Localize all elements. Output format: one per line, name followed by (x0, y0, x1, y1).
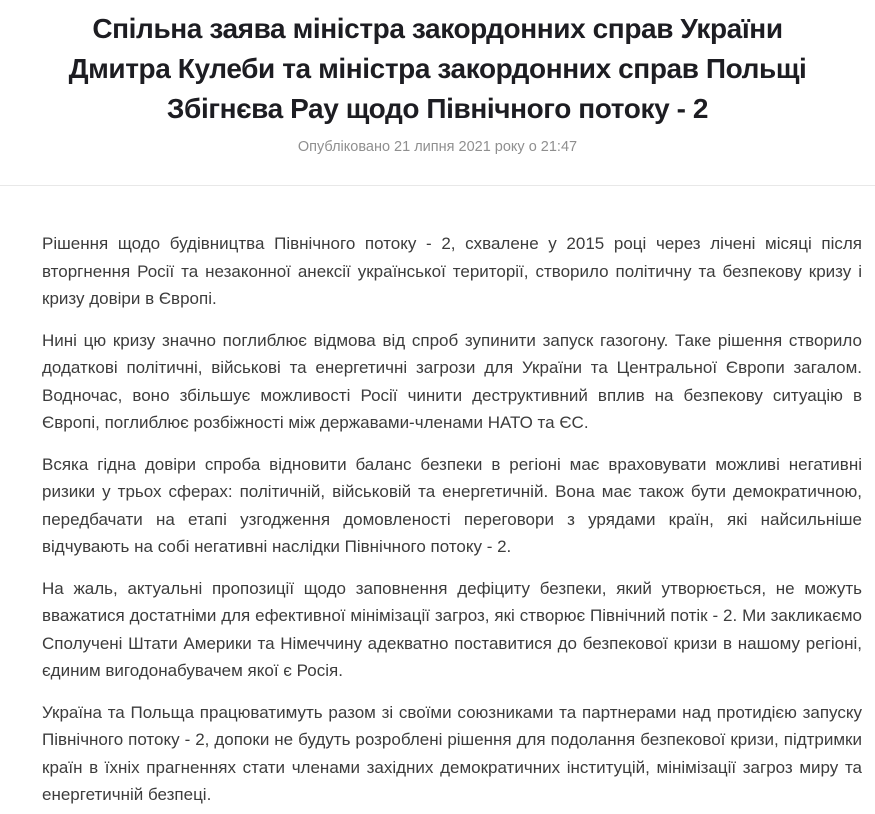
published-date: Опубліковано 21 липня 2021 року о 21:47 (297, 139, 578, 155)
paragraph: Рішення щодо будівництва Північного потоку - 2, схвалене у 2015 році через лічені місяці після вторгнення Росії та незаконної анексії української території, створило політичну та безпекову кризу і кризу довіри в Європі. (42, 234, 862, 308)
paragraph: На жаль, актуальні пропозиції щодо заповнення дефіциту безпеки, який утворюється, не можуть вважатися достатніми для ефективної мінімізації загроз, які створює Північний потік - 2. Ми закликаємо Сполучені Штати Америки та Німеччину адекватно поставитися до безпекової кризи в нашому регіоні, єдиним вигодонабувачем якої є Росія. (42, 578, 862, 680)
paragraph: Україна та Польща працюватимуть разом зі своїми союзниками та партнерами над протидією запуску Північного потоку - 2, допоки не будуть розроблені рішення для подолання безпекової кризи, підтримки країн в їхніх прагненнях стати членами західних демократичних інституцій, мінімізації загроз миру та енергетичній безпеці. (42, 702, 862, 804)
page-title-line-3: Збігнєва Рау щодо Північного потоку - 2 (166, 93, 709, 124)
article-body (0, 186, 875, 809)
paragraph: Нині цю кризу значно поглиблює відмова від спроб зупинити запуск газогону. Таке рішення створило додаткові політичні, військові та енергетичні загрози для України та Центральної Європи загалом. Водночас, воно збільшує можливості Росії чинити деструктивний вплив на безпекову ситуацію в Європі, поглиблює розбіжності між державами-членами НАТО та ЄС. (42, 330, 862, 432)
page-title (0, 9, 875, 129)
page-title-line-2: Дмитра Кулеби та міністра закордонних справ Польщі (68, 53, 807, 84)
paragraph: Всяка гідна довіри спроба відновити баланс безпеки в регіоні має враховувати можливі негативні ризики у трьох сферах: політичній, військовій та енергетичній. Вона має також бути демократичною, передбачати на етапі узгодження домовленості переговори з урядами країн, які найсильніше відчувають на собі негативні наслідки Північного потоку - 2. (42, 454, 862, 556)
page-title-line-1: Спільна заява міністра закордонних справ України (92, 13, 783, 44)
